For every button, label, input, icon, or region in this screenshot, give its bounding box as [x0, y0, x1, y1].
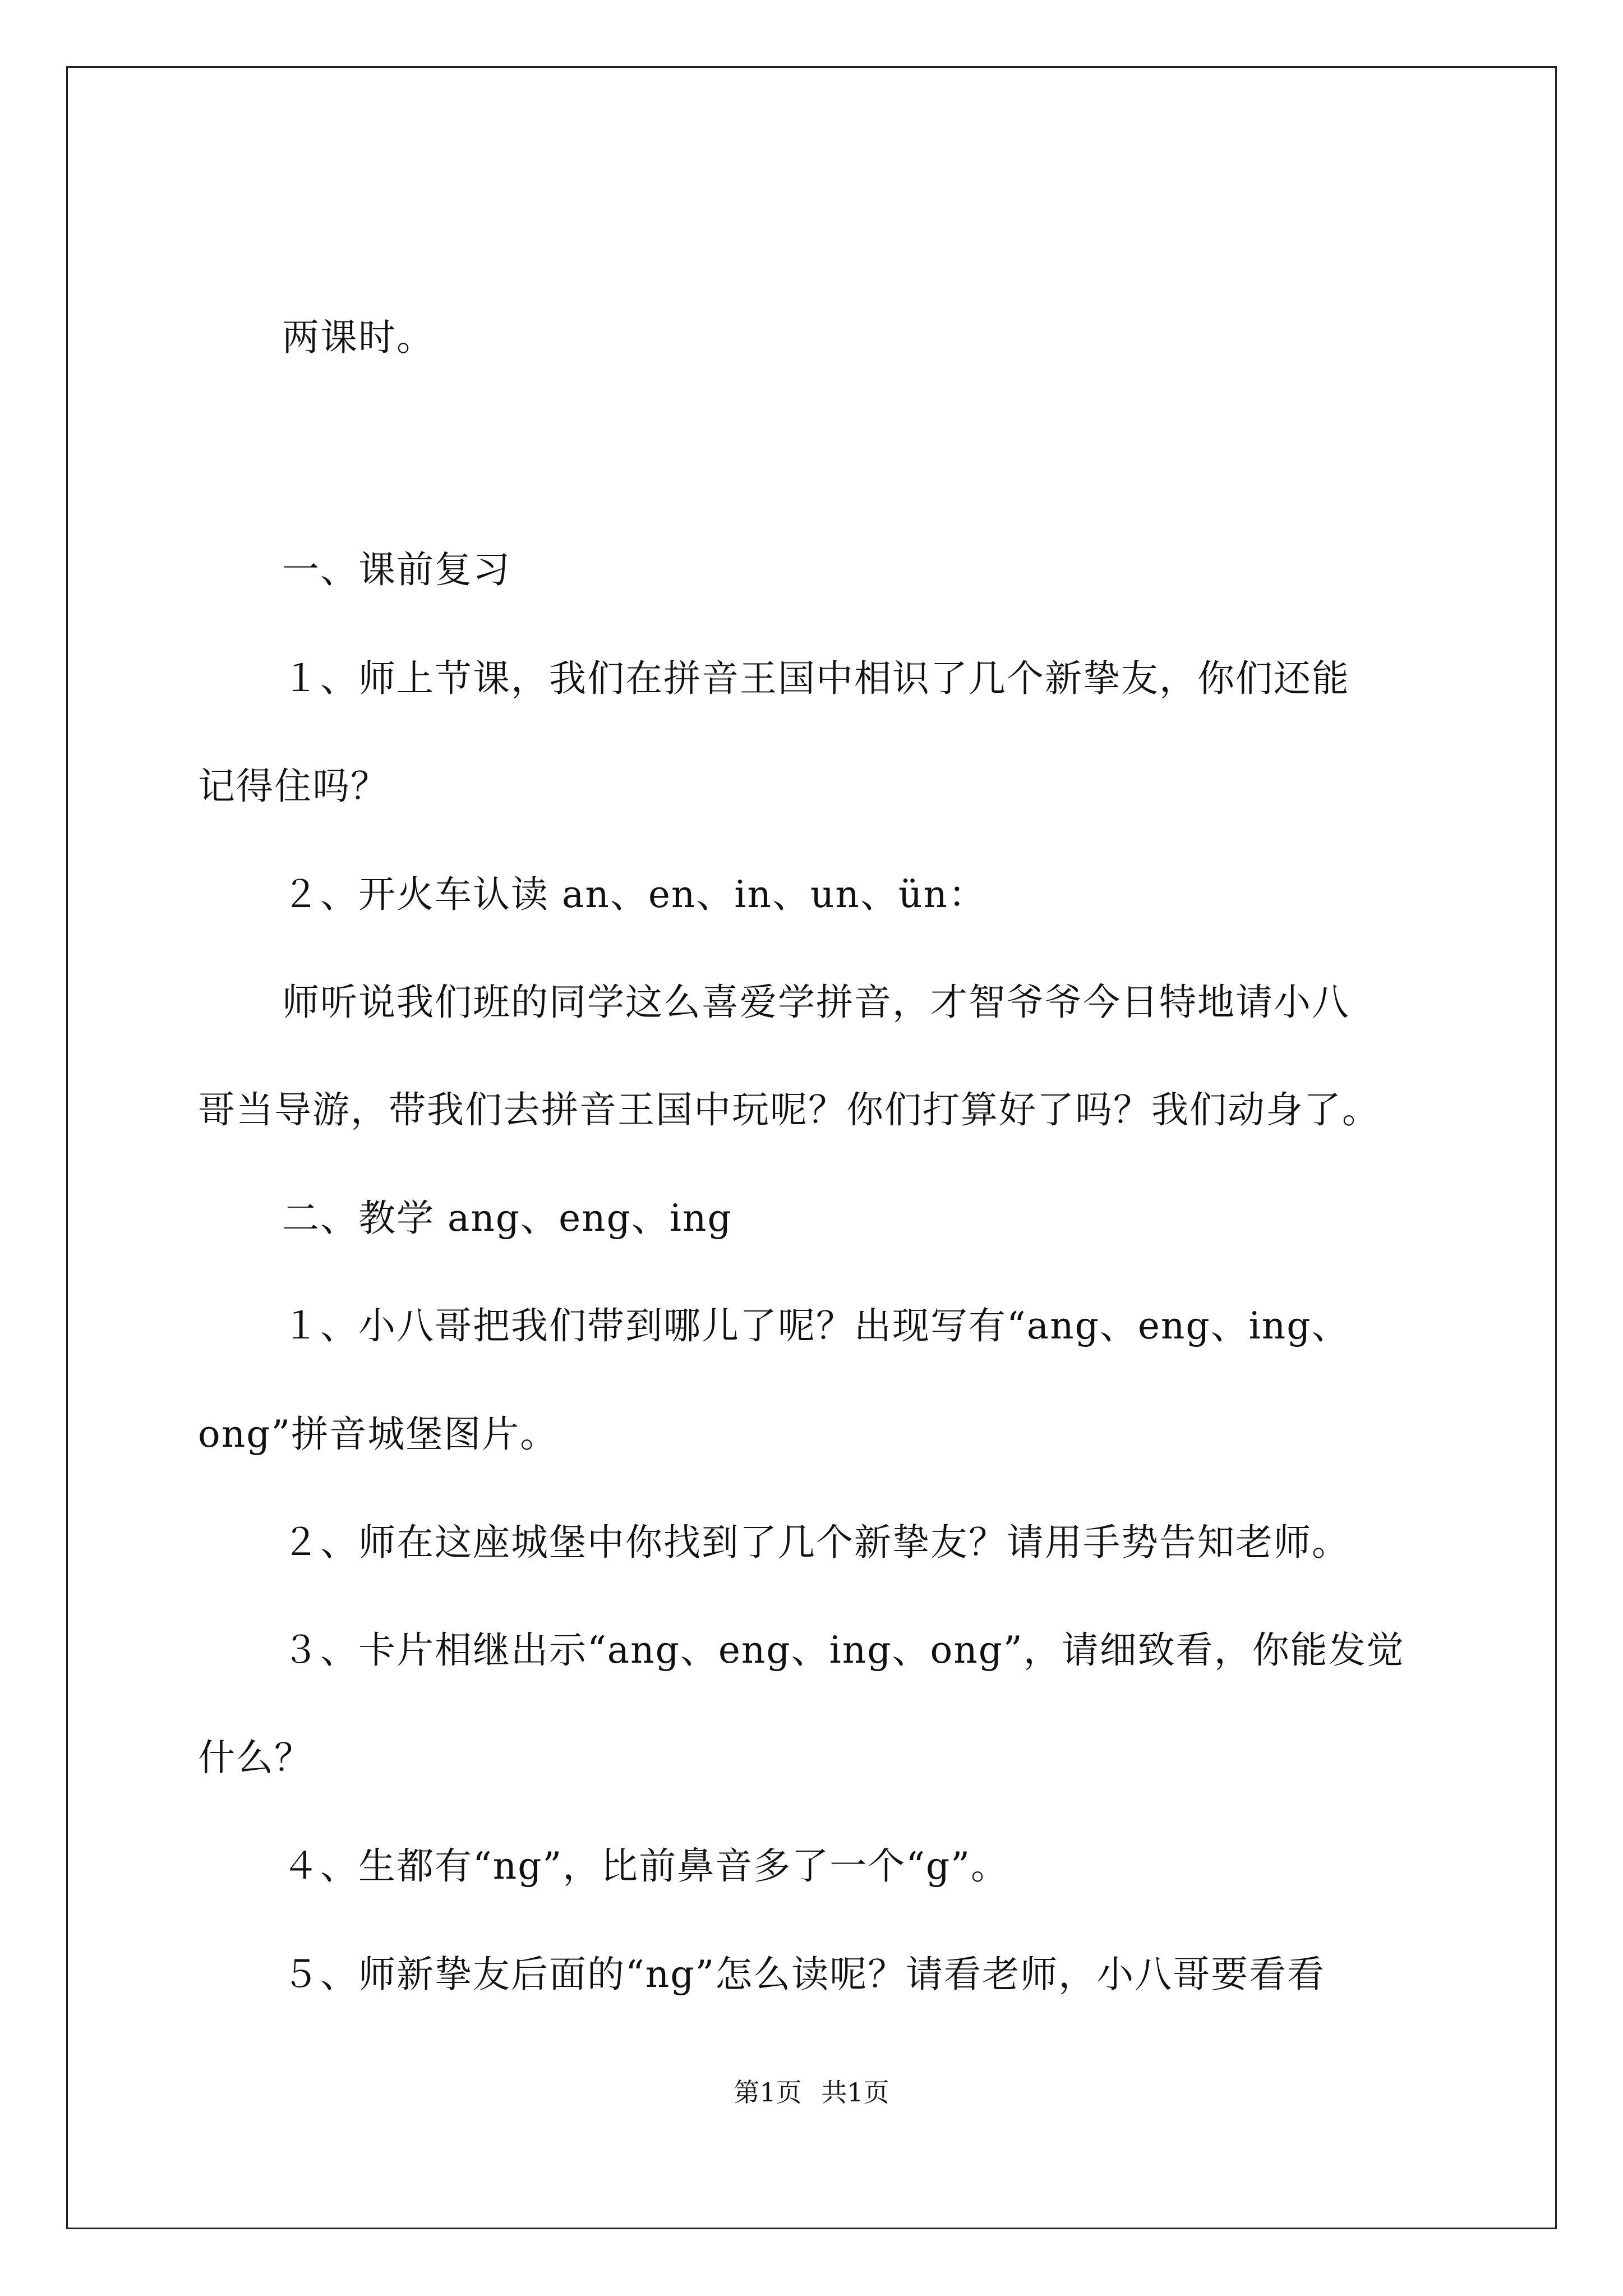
page-footer — [0, 2076, 1623, 2109]
text-line: ong”拼音城堡图片。 — [198, 1412, 559, 1456]
text-line: 什么？ — [198, 1736, 312, 1779]
section-heading: 二、教学 ang、eng、ing — [282, 1197, 732, 1240]
text-line: 哥当导游，带我们去拼音王国中玩呢？你们打算好了吗？我们动身了。 — [198, 1088, 1380, 1131]
text-line: 师听说我们班的同学这么喜爱学拼音，才智爷爷今日特地请小八 — [282, 981, 1350, 1024]
text-line: １、师上节课，我们在拼音王国中相识了几个新挚友，你们还能 — [282, 657, 1350, 700]
text-line: ２、师在这座城堡中你找到了几个新挚友？请用手势告知老师。 — [282, 1521, 1350, 1564]
text-line: １、小八哥把我们带到哪儿了呢？出现写有“ang、eng、ing、 — [282, 1304, 1350, 1347]
text-line: ３、卡片相继出示“ang、eng、ing、ong”，请细致看，你能发觉 — [282, 1628, 1405, 1672]
page-number: 第1页 — [734, 2077, 802, 2108]
text-line: ５、师新挚友后面的“ng”怎么读呢？请看老师，小八哥要看看 — [282, 1953, 1326, 1996]
section-heading: 一、课前复习 — [282, 548, 511, 591]
page-border — [66, 66, 1557, 2229]
page-total: 共1页 — [821, 2077, 889, 2108]
text-line: ４、生都有“ng”，比前鼻音多了一个“g”。 — [282, 1844, 1009, 1888]
text-line: 两课时。 — [282, 316, 435, 359]
text-line: ２、开火车认读 an、en、in、un、ün： — [282, 873, 987, 916]
text-line: 记得住吗？ — [198, 765, 389, 808]
